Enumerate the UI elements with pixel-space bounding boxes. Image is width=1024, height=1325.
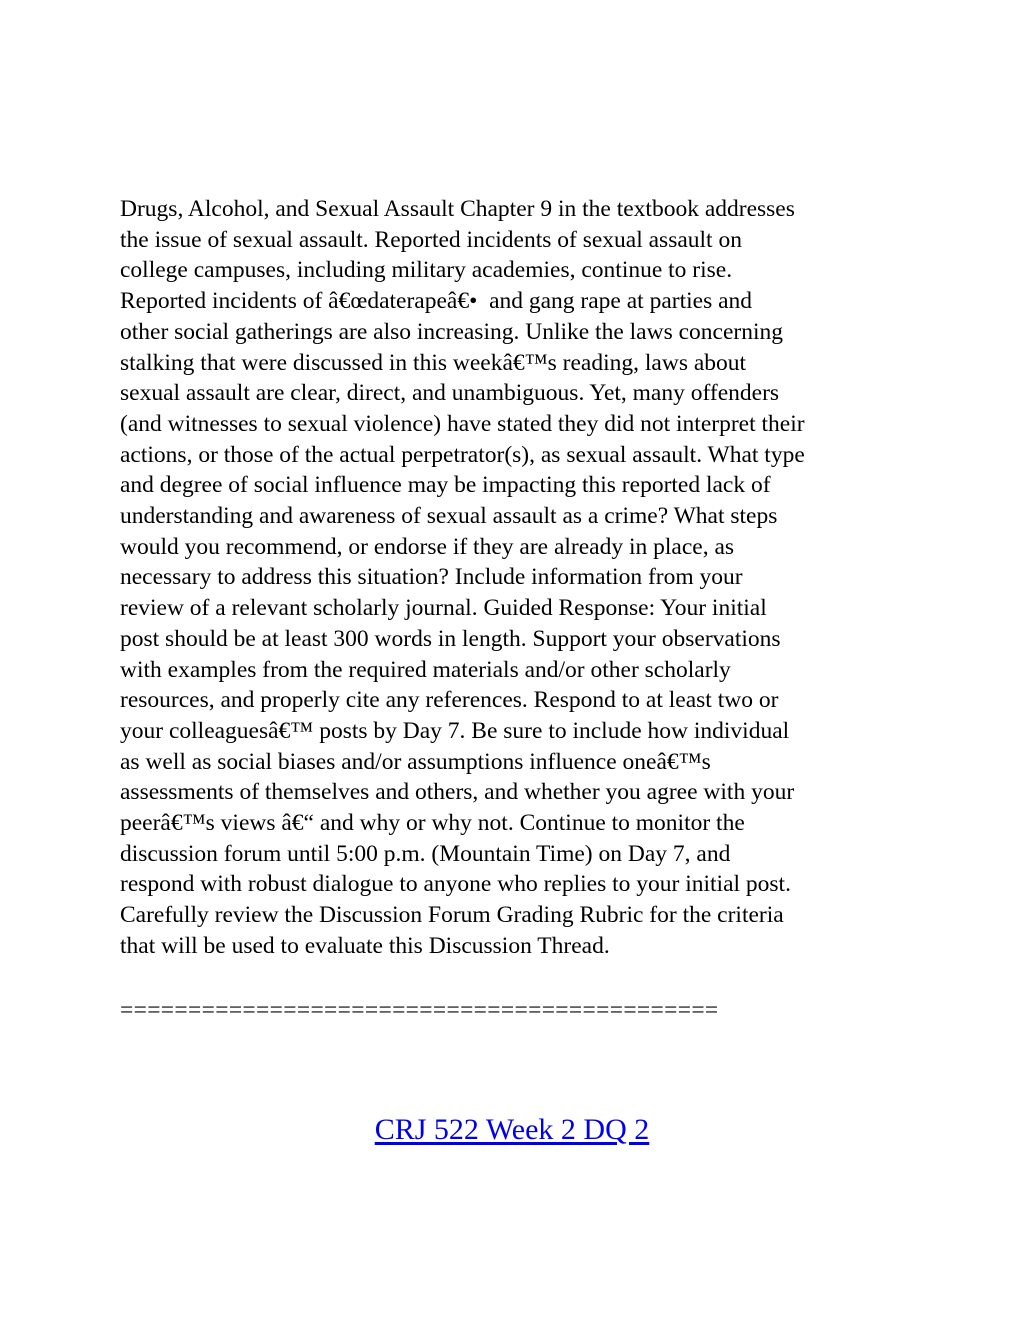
text-line: with examples from the required materials and/or other scholarly [120,656,731,683]
text-line: resources, and properly cite any references. Respond to at least two or [120,687,779,714]
text-line: Drugs, Alcohol, and Sexual Assault Chapter 9 in the textbook addresses [120,196,795,222]
text-line: (and witnesses to sexual violence) have stated they did not interpret their [120,410,805,437]
text-line: actions, or those of the actual perpetrator(s), as sexual assault. What type [120,441,805,468]
text-line: necessary to address this situation? Include information from your [120,564,743,591]
text-line: Carefully review the Discussion Forum Grading Rubric for the criteria [120,902,784,929]
text-line: stalking that were discussed in this weekâ€™s reading, laws about [120,349,747,376]
text-line: that will be used to evaluate this Discussion Thread. [120,932,610,959]
text-line: Reported incidents of â€œdaterapeâ€• and gang rape at parties and [120,288,753,315]
text-line: post should be at least 300 words in length. Support your observations [120,625,781,652]
text-line: other social gatherings are also increasing. Unlike the laws concerning [120,318,783,345]
text-line: respond with robust dialogue to anyone who replies to your initial post. [120,871,791,898]
text-line: assessments of themselves and others, and whether you agree with your [120,779,795,806]
text-line: as well as social biases and/or assumptions influence oneâ€™s [120,748,711,775]
link-container [0,1112,1024,1148]
separator-line: ============================================ [120,997,719,1023]
crj-522-week-2-dq-2-link[interactable]: CRJ 522 Week 2 DQ 2 [374,1113,650,1146]
text-line: sexual assault are clear, direct, and unambiguous. Yet, many offenders [120,380,780,407]
text-line: and degree of social influence may be impacting this reported lack of [120,472,771,499]
text-line: college campuses, including military academies, continue to rise. [120,257,733,284]
discussion-prompt-text [120,194,920,962]
text-line: understanding and awareness of sexual assault as a crime? What steps [120,503,778,530]
text-line: discussion forum until 5:00 p.m. (Mountain Time) on Day 7, and [120,840,731,867]
text-line: the issue of sexual assault. Reported incidents of sexual assault on [120,226,742,253]
text-line: your colleaguesâ€™ posts by Day 7. Be sure to include how individual [120,717,790,744]
text-line: would you recommend, or endorse if they are already in place, as [120,533,735,560]
text-line: peerâ€™s views â€“ and why or why not. Continue to monitor the [120,810,745,837]
text-line: review of a relevant scholarly journal. Guided Response: Your initial [120,595,767,622]
